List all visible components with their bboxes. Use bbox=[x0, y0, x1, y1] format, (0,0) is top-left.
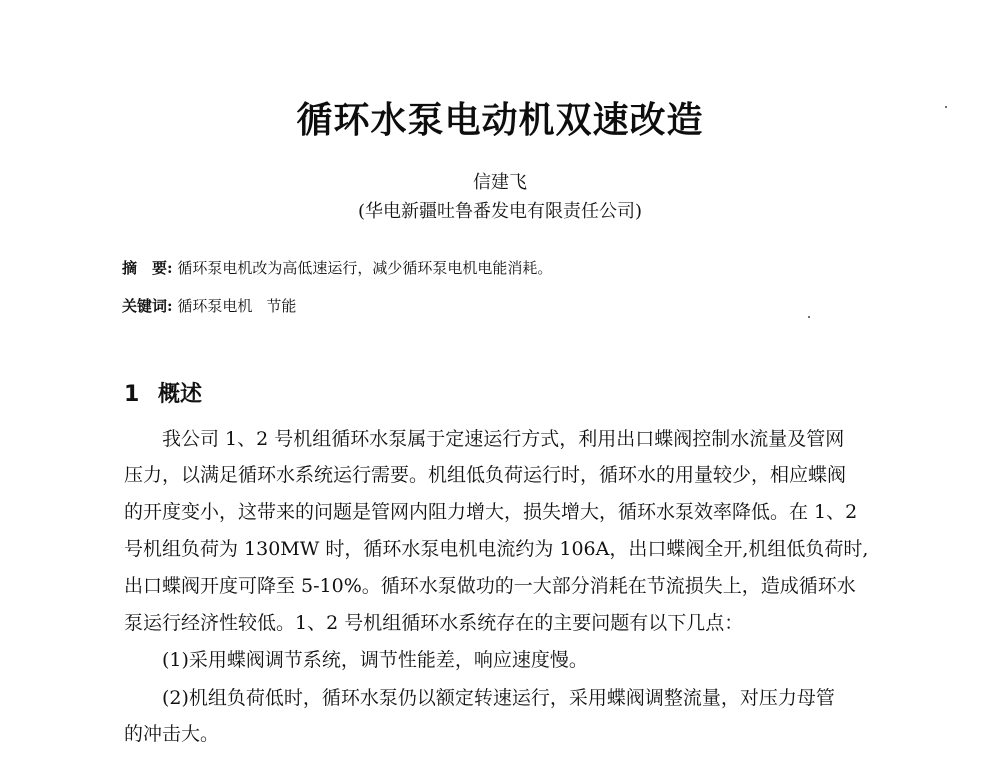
section-heading bbox=[124, 377, 202, 408]
keyword-item: 循环泵电机 bbox=[177, 297, 253, 315]
keywords-label: 关键词: bbox=[122, 297, 173, 315]
body-line: 号机组负荷为 130MW 时，循环水泵电机电流约为 106A，出口蝶阀全开,机组低负荷时, bbox=[124, 538, 869, 560]
abstract-label: 摘 要: bbox=[122, 259, 173, 277]
paper-title: 循环水泵电动机双速改造 bbox=[296, 100, 704, 141]
scan-speck bbox=[945, 106, 947, 108]
abstract-text: 循环泵电机改为高低速运行，减少循环泵电机电能消耗。 bbox=[177, 259, 553, 277]
body-line: (1)采用蝶阀调节系统，调节性能差，响应速度慢。 bbox=[162, 649, 588, 671]
section-number: 1 bbox=[124, 382, 140, 407]
keyword-item: 节能 bbox=[266, 297, 297, 315]
author-name: 信建飞 bbox=[473, 172, 527, 193]
body-line: 的冲击大。 bbox=[124, 723, 220, 745]
abstract bbox=[122, 257, 552, 278]
keywords bbox=[122, 295, 296, 316]
scan-speck bbox=[808, 316, 810, 318]
body-line: 我公司 1、2 号机组循环水泵属于定速运行方式，利用出口蝶阀控制水流量及管网 bbox=[162, 428, 845, 450]
body-line: 的开度变小，这带来的问题是管网内阻力增大，损失增大，循环水泵效率降低。在 1、2 bbox=[124, 501, 858, 523]
section-title: 概述 bbox=[158, 382, 203, 407]
body-line: 压力，以满足循环水系统运行需要。机组低负荷运行时，循环水的用量较少，相应蝶阀 bbox=[124, 464, 847, 486]
body-line: 泵运行经济性较低。1、2 号机组循环水系统存在的主要问题有以下几点： bbox=[124, 612, 744, 634]
body-line: 出口蝶阀开度可降至 5-10%。循环水泵做功的一大部分消耗在节流损失上，造成循环水 bbox=[124, 575, 856, 597]
body-line: (2)机组负荷低时，循环水泵仍以额定转速运行，采用蝶阀调整流量，对压力母管 bbox=[162, 687, 835, 709]
author-affiliation: (华电新疆吐鲁番发电有限责任公司) bbox=[357, 201, 643, 222]
